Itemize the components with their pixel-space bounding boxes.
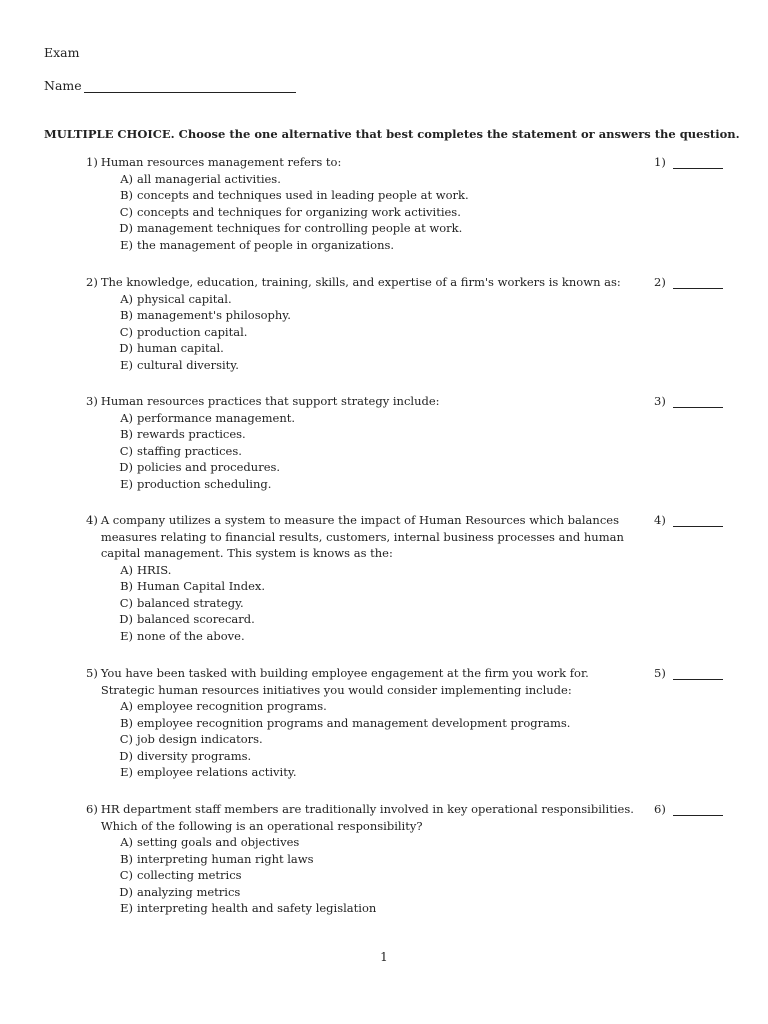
option-d — [113, 340, 642, 357]
option-d — [113, 459, 642, 476]
option-text: cultural diversity. — [137, 357, 239, 372]
option-text: job design indicators. — [137, 732, 263, 746]
option-letter: A) — [120, 562, 133, 577]
answer-label: 5) — [654, 666, 666, 680]
option-b — [113, 578, 642, 595]
option-list — [113, 171, 642, 254]
answer-blank-2[interactable] — [654, 275, 723, 289]
option-letter: B) — [120, 188, 133, 202]
question-text: The knowledge, education, training, skills, and expertise of a firm's workers is known as: — [100, 275, 621, 289]
answer-line[interactable] — [673, 803, 723, 816]
option-text: diversity programs. — [137, 748, 252, 763]
option-a — [113, 698, 642, 715]
question-stem — [86, 665, 642, 698]
option-letter: E) — [120, 765, 133, 779]
answer-blank-1[interactable] — [654, 155, 723, 169]
option-text: balanced scorecard. — [137, 612, 255, 626]
option-c — [113, 731, 642, 748]
option-text: analyzing metrics — [137, 884, 241, 899]
question-stem — [86, 154, 642, 171]
option-text: management techniques for controlling people at work. — [137, 221, 463, 235]
question-6 — [86, 801, 642, 917]
option-letter: B) — [120, 308, 133, 322]
option-e — [113, 357, 642, 374]
exam-title: Exam — [44, 45, 80, 60]
answer-line[interactable] — [673, 156, 723, 169]
option-e — [113, 476, 642, 493]
option-text: HRIS. — [137, 562, 172, 577]
option-letter: C) — [119, 868, 133, 882]
option-d — [113, 748, 642, 765]
option-text: all managerial activities. — [137, 171, 281, 186]
option-b — [113, 715, 642, 732]
answer-blank-5[interactable] — [654, 666, 723, 680]
option-a — [113, 834, 642, 851]
option-letter: B) — [120, 427, 133, 441]
option-letter: C) — [119, 443, 133, 458]
option-text: policies and procedures. — [137, 460, 281, 474]
option-text: collecting metrics — [137, 868, 242, 882]
option-letter: B) — [120, 715, 133, 730]
question-number: 6) — [86, 802, 98, 816]
question-text: Human resources practices that support strategy include: — [100, 394, 440, 408]
option-e — [113, 900, 642, 917]
option-text: performance management. — [137, 410, 295, 425]
option-a — [113, 562, 642, 579]
answer-blank-3[interactable] — [654, 394, 723, 408]
option-letter: D) — [119, 884, 133, 899]
option-text: interpreting health and safety legislation — [137, 901, 377, 915]
option-letter: C) — [119, 204, 133, 219]
option-c — [113, 867, 642, 884]
instructions: MULTIPLE CHOICE. Choose the one alternative that best completes the statement or answers the question. — [44, 127, 740, 141]
question-1 — [86, 154, 642, 253]
question-3 — [86, 393, 642, 492]
option-text: Human Capital Index. — [137, 579, 266, 593]
question-number: 2) — [86, 275, 98, 289]
option-letter: C) — [119, 324, 133, 339]
option-b — [113, 307, 642, 324]
option-text: management's philosophy. — [137, 308, 291, 322]
option-e — [113, 237, 642, 254]
option-text: setting goals and objectives — [137, 835, 300, 849]
answer-label: 4) — [654, 513, 666, 527]
option-letter: D) — [119, 221, 133, 235]
option-d — [113, 220, 642, 237]
option-list — [113, 834, 642, 917]
question-number: 4) — [86, 513, 98, 527]
answer-label: 3) — [654, 394, 666, 408]
option-text: physical capital. — [137, 291, 232, 306]
option-letter: D) — [119, 612, 133, 626]
answer-line[interactable] — [673, 667, 723, 680]
option-letter: A) — [120, 171, 133, 186]
option-letter: C) — [119, 595, 133, 610]
question-number: 5) — [86, 666, 98, 680]
option-letter: E) — [120, 357, 133, 372]
option-text: production capital. — [137, 324, 248, 339]
answer-line[interactable] — [673, 276, 723, 289]
question-number: 1) — [86, 155, 98, 169]
option-e — [113, 628, 642, 645]
option-c — [113, 443, 642, 460]
question-stem — [86, 512, 642, 562]
question-5 — [86, 665, 642, 781]
question-text: A company utilizes a system to measure the impact of Human Resources which balances measures relating to financial results, customers, internal business processes and human capital management. This system is knows as the: — [100, 513, 624, 560]
option-letter: A) — [120, 410, 133, 425]
option-letter: E) — [120, 628, 133, 643]
name-field — [44, 78, 296, 93]
option-letter: C) — [119, 732, 133, 746]
question-number: 3) — [86, 394, 98, 408]
option-letter: B) — [120, 851, 133, 866]
answer-blank-6[interactable] — [654, 802, 723, 816]
option-text: balanced strategy. — [137, 595, 244, 610]
answer-label: 1) — [654, 155, 666, 169]
option-text: human capital. — [137, 341, 224, 355]
option-letter: D) — [119, 341, 133, 355]
answer-line[interactable] — [673, 514, 723, 527]
option-d — [113, 611, 642, 628]
page-number: 1 — [380, 950, 388, 964]
option-list — [113, 698, 642, 781]
option-letter: D) — [119, 460, 133, 474]
option-text: concepts and techniques used in leading people at work. — [137, 188, 469, 202]
question-stem — [86, 801, 642, 834]
option-c — [113, 324, 642, 341]
option-a — [113, 171, 642, 188]
option-text: production scheduling. — [137, 476, 272, 491]
option-text: employee relations activity. — [137, 765, 297, 779]
question-text: Human resources management refers to: — [100, 155, 342, 169]
question-4 — [86, 512, 642, 644]
question-2 — [86, 274, 642, 373]
option-b — [113, 187, 642, 204]
option-list — [113, 410, 642, 493]
option-letter: A) — [120, 291, 133, 306]
option-letter: E) — [120, 901, 133, 915]
question-stem — [86, 393, 642, 410]
option-a — [113, 410, 642, 427]
option-list — [113, 291, 642, 374]
answer-label: 6) — [654, 802, 666, 816]
option-letter: A) — [120, 699, 133, 713]
option-letter: B) — [120, 579, 133, 593]
option-b — [113, 851, 642, 868]
question-stem — [86, 274, 642, 291]
option-text: concepts and techniques for organizing work activities. — [137, 204, 461, 219]
option-letter: E) — [120, 237, 133, 252]
option-list — [113, 562, 642, 645]
option-letter: D) — [119, 748, 133, 763]
option-text: the management of people in organizations. — [137, 237, 395, 252]
name-blank-line — [84, 79, 296, 93]
option-text: interpreting human right laws — [137, 851, 314, 866]
option-e — [113, 764, 642, 781]
option-c — [113, 595, 642, 612]
answer-line[interactable] — [673, 395, 723, 408]
option-text: staffing practices. — [137, 443, 242, 458]
option-text: employee recognition programs. — [137, 699, 327, 713]
option-text: none of the above. — [137, 628, 245, 643]
question-text: HR department staff members are traditionally involved in key operational responsibilities. Which of the following is an operational responsibility? — [100, 802, 634, 833]
option-text: rewards practices. — [137, 427, 246, 441]
option-letter: E) — [120, 476, 133, 491]
option-d — [113, 884, 642, 901]
question-text: You have been tasked with building employee engagement at the firm you work for. Strategic human resources initiatives you would consider implementing include: — [100, 666, 589, 697]
option-a — [113, 291, 642, 308]
name-label: Name — [44, 78, 82, 93]
answer-blank-4[interactable] — [654, 513, 723, 527]
option-b — [113, 426, 642, 443]
option-c — [113, 204, 642, 221]
option-letter: A) — [120, 835, 133, 849]
answer-label: 2) — [654, 275, 666, 289]
option-text: employee recognition programs and management development programs. — [137, 715, 571, 730]
